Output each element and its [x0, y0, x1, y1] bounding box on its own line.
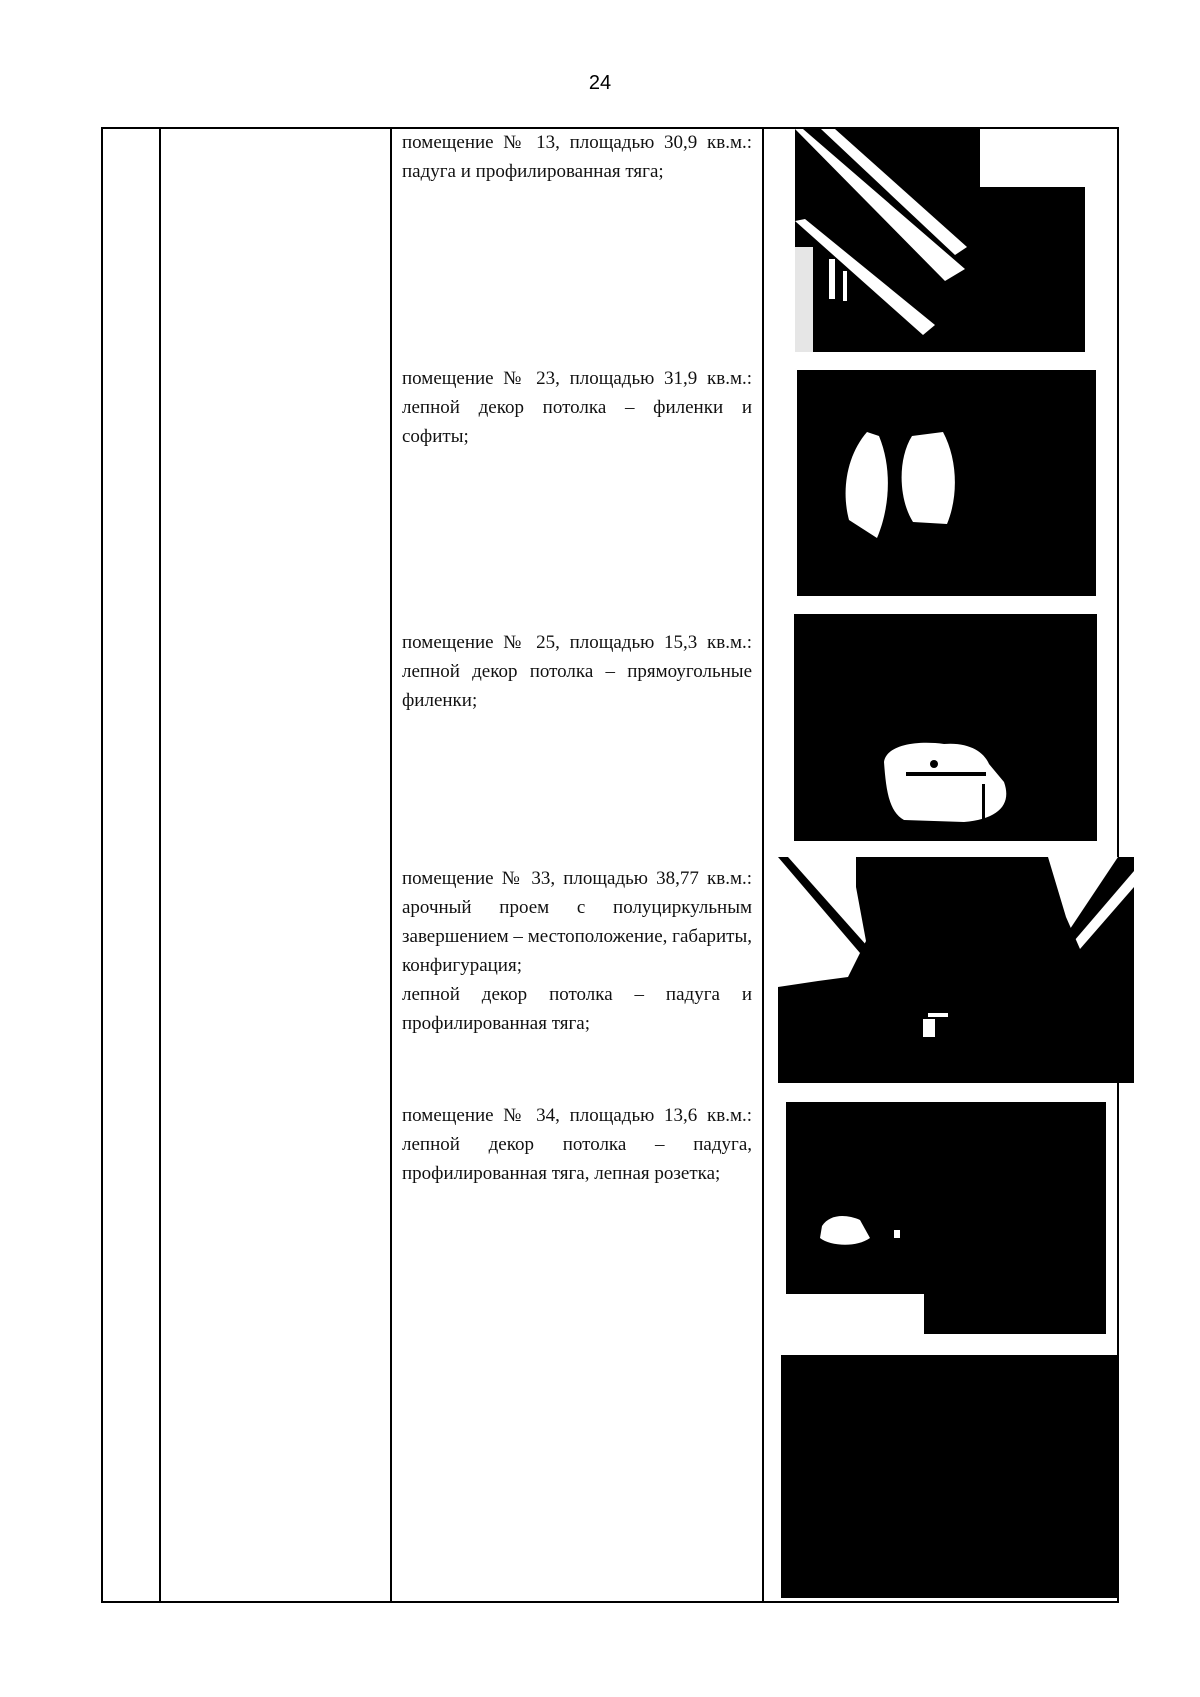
- page-number: 24: [588, 72, 612, 94]
- entry-text: помещение № 34, площадью 13,6 кв.м.: лепной декор потолка – падуга, профилированная тяга, лепная розетка;: [402, 1105, 752, 1184]
- room-34-ceiling-photo: [786, 1102, 1106, 1334]
- column-divider: [390, 129, 392, 1601]
- entry-text-continued: лепной декор потолка – падуга и профилированная тяга;: [402, 984, 752, 1034]
- entry-text: помещение № 25, площадью 15,3 кв.м.: лепной декор потолка – прямоугольные филенки;: [402, 632, 752, 711]
- room-25-ceiling-photo: [794, 614, 1097, 841]
- column-divider: [762, 129, 764, 1601]
- entry-text: помещение № 23, площадью 31,9 кв.м.: лепной декор потолка – филенки и софиты;: [402, 368, 752, 447]
- room-23-ceiling-photo: [797, 370, 1096, 596]
- entry-room-25: [402, 628, 752, 715]
- entry-text: помещение № 33, площадью 38,77 кв.м.: арочный проем с полуциркульным завершением – местоположение, габариты, конфигурация;: [402, 868, 752, 976]
- entry-room-34: [402, 1101, 752, 1188]
- room-33-arch-photo: [778, 857, 1134, 1083]
- room-13-ceiling-photo: [795, 129, 1092, 352]
- entry-text: помещение № 13, площадью 30,9 кв.м.: падуга и профилированная тяга;: [402, 132, 752, 182]
- column-divider: [159, 129, 161, 1601]
- entry-room-33: [402, 864, 752, 1038]
- additional-photo: [781, 1355, 1117, 1598]
- entry-room-13: [402, 128, 752, 186]
- entry-room-23: [402, 364, 752, 451]
